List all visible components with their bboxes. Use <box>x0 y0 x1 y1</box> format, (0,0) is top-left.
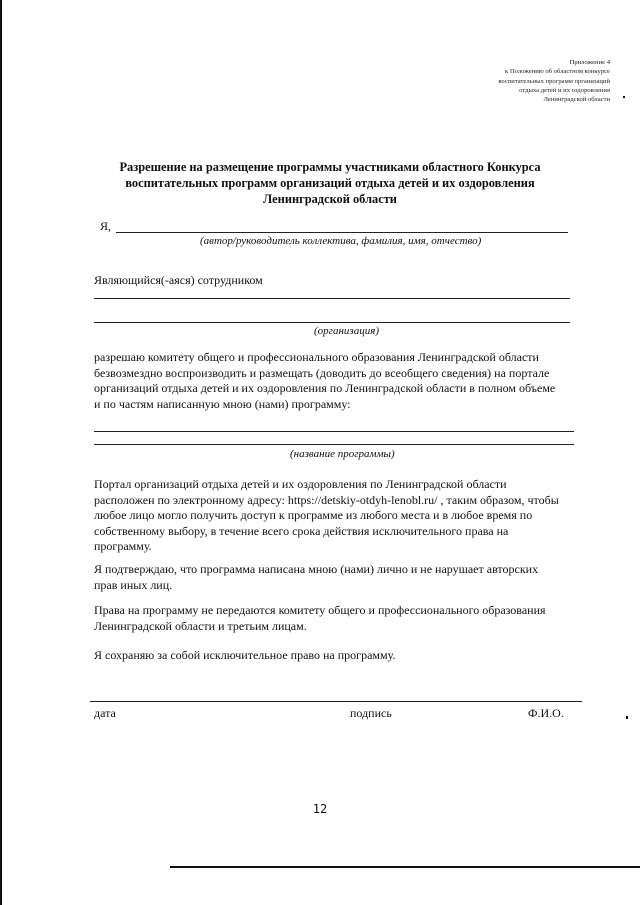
organization-line-2[interactable] <box>94 322 570 323</box>
reserve-paragraph <box>94 648 594 664</box>
portal-paragraph <box>94 477 594 555</box>
text-line: программу. <box>94 539 152 554</box>
page-number: 12 <box>312 802 328 816</box>
title-line: Ленинградской области <box>263 192 397 206</box>
ya-label: Я, <box>100 219 112 233</box>
text-line: Права на программу не передаются комитету общего и профессионального образования <box>94 603 546 617</box>
scan-edge-left <box>0 0 2 905</box>
employee-label: Являющийся(-аяся) сотрудником <box>94 273 263 287</box>
scan-mark <box>626 716 628 719</box>
signature-line[interactable] <box>90 701 582 702</box>
appendix-line: к Положению об областном конкурсе <box>505 68 610 76</box>
organization-line-1[interactable] <box>94 298 570 299</box>
text-line: прав иных лиц. <box>94 577 173 592</box>
appendix-line: Ленинградской области <box>543 96 610 104</box>
text-line: организаций отдыха детей и их оздоровления по Ленинградской области в полном объеме <box>94 381 556 396</box>
appendix-line: отдыха детей и их оздоровления <box>519 86 610 94</box>
scan-bottom-line <box>170 866 640 868</box>
text-line: Я подтверждаю, что программа написана мною (нами) лично и не нарушает авторских <box>94 562 539 576</box>
author-line[interactable] <box>116 232 568 233</box>
signature-label: подпись <box>350 706 392 720</box>
text-line: Портал организаций отдыха детей и их оздоровления по Ленинградской области <box>94 477 507 491</box>
organization-caption: (организация) <box>314 325 379 337</box>
text-line: собственному выбору, в течение всего срока действия исключительного права на <box>94 523 509 538</box>
text-line: разрешаю комитету общего и профессионального образования Ленинградской области <box>94 350 539 364</box>
text-line: Я сохраняю за собой исключительное право на программу. <box>94 648 396 662</box>
appendix-header <box>390 58 610 104</box>
text-line: любое лицо могло получить доступ к программе из любого места и в любое время по <box>94 508 533 523</box>
text-line: и по частям написанную мною (нами) программу: <box>94 396 351 411</box>
author-caption: (автор/руководитель коллектива, фамилия, имя, отчество) <box>200 235 482 247</box>
scan-mark <box>623 96 625 98</box>
document-title <box>60 159 600 207</box>
text-line: безвозмездно воспроизводить и размещать (доводить до всеобщего сведения) на портале <box>94 365 550 380</box>
appendix-line: воспитательных программ организаций <box>498 77 610 85</box>
full-name-label: Ф.И.О. <box>528 706 564 720</box>
appendix-line: Приложение 4 <box>569 59 610 66</box>
permission-paragraph <box>94 350 594 412</box>
text-line: Ленинградской области и третьим лицам. <box>94 618 307 633</box>
program-name-line-2[interactable] <box>94 444 574 445</box>
text-line: расположен по электронному адресу: https://detskiy-otdyh-lenobl.ru/ , таким образом, чтобы <box>94 492 559 507</box>
rights-paragraph <box>94 603 594 634</box>
title-line: воспитательных программ организаций отдыха детей и их оздоровления <box>125 176 535 190</box>
confirm-paragraph <box>94 562 594 593</box>
date-label: дата <box>94 706 116 720</box>
title-line: Разрешение на размещение программы участниками областного Конкурса <box>119 160 541 174</box>
program-name-line-1[interactable] <box>94 431 574 432</box>
program-caption: (название программы) <box>290 448 395 460</box>
